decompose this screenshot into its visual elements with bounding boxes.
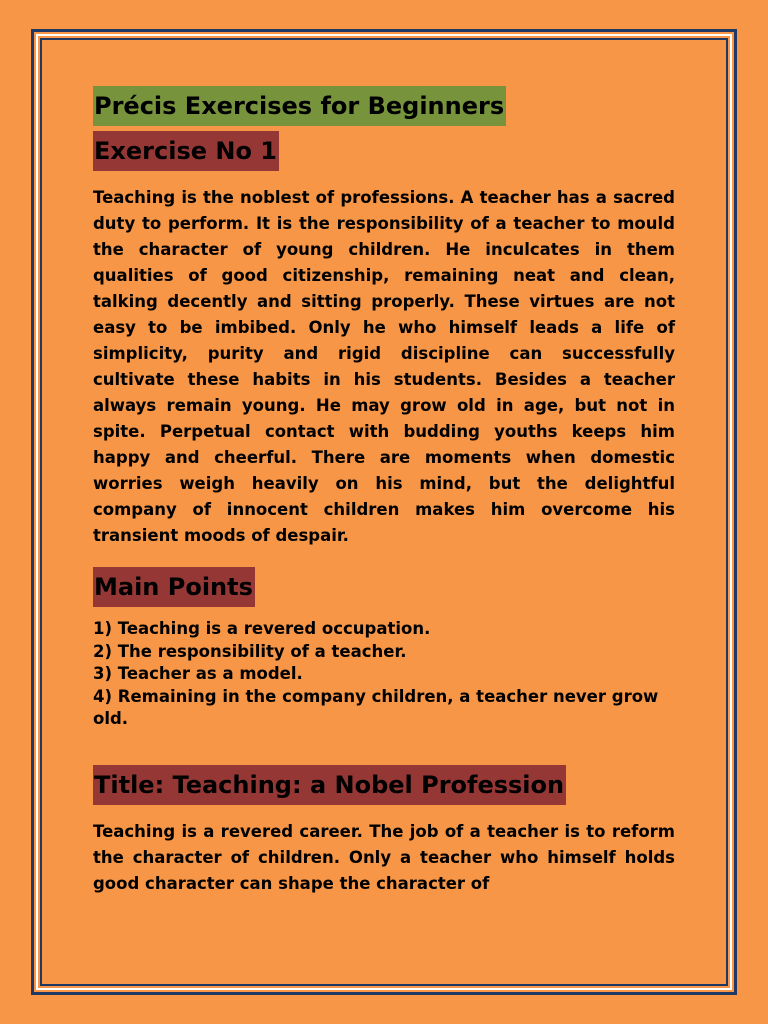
exercise-passage: Teaching is the noblest of professions. A teacher has a sacred duty to perform. It is the responsibility of a teacher to mould the character of young children. He inculcates in them qualities of good citizenship, remaining neat and clean, talking decently and sitting properly. These virtues are not easy to be imbibed. Only he who himself leads a life of simplicity, purity and rigid discipline can successfully cultivate these habits in his students. Besides a teacher always remain young. He may grow old in age, but not in spite. Perpetual contact with budding youths keeps him happy and cheerful. There are moments when domestic worries weigh heavily on his mind, but the delightful company of innocent children makes him overcome his transient moods of despair. [93,188,675,545]
main-points-heading: Main Points [93,567,255,607]
main-point-item: 3) Teacher as a model. [93,664,303,683]
document-title: Précis Exercises for Beginners [93,86,506,126]
main-points-list [93,618,675,731]
title-heading: Title: Teaching: a Nobel Profession [93,765,566,805]
document-content [93,86,675,897]
main-point-item: 2) The responsibility of a teacher. [93,641,407,661]
main-point-item: 4) Remaining in the company children, a teacher never grow old. [93,686,659,728]
exercise-heading: Exercise No 1 [93,131,279,171]
main-point-item: 1) Teaching is a revered occupation. [93,619,431,638]
summary-paragraph: Teaching is a revered career. The job of a teacher is to reform the character of children. Only a teacher who himself holds good character can shape the character of [93,821,675,893]
